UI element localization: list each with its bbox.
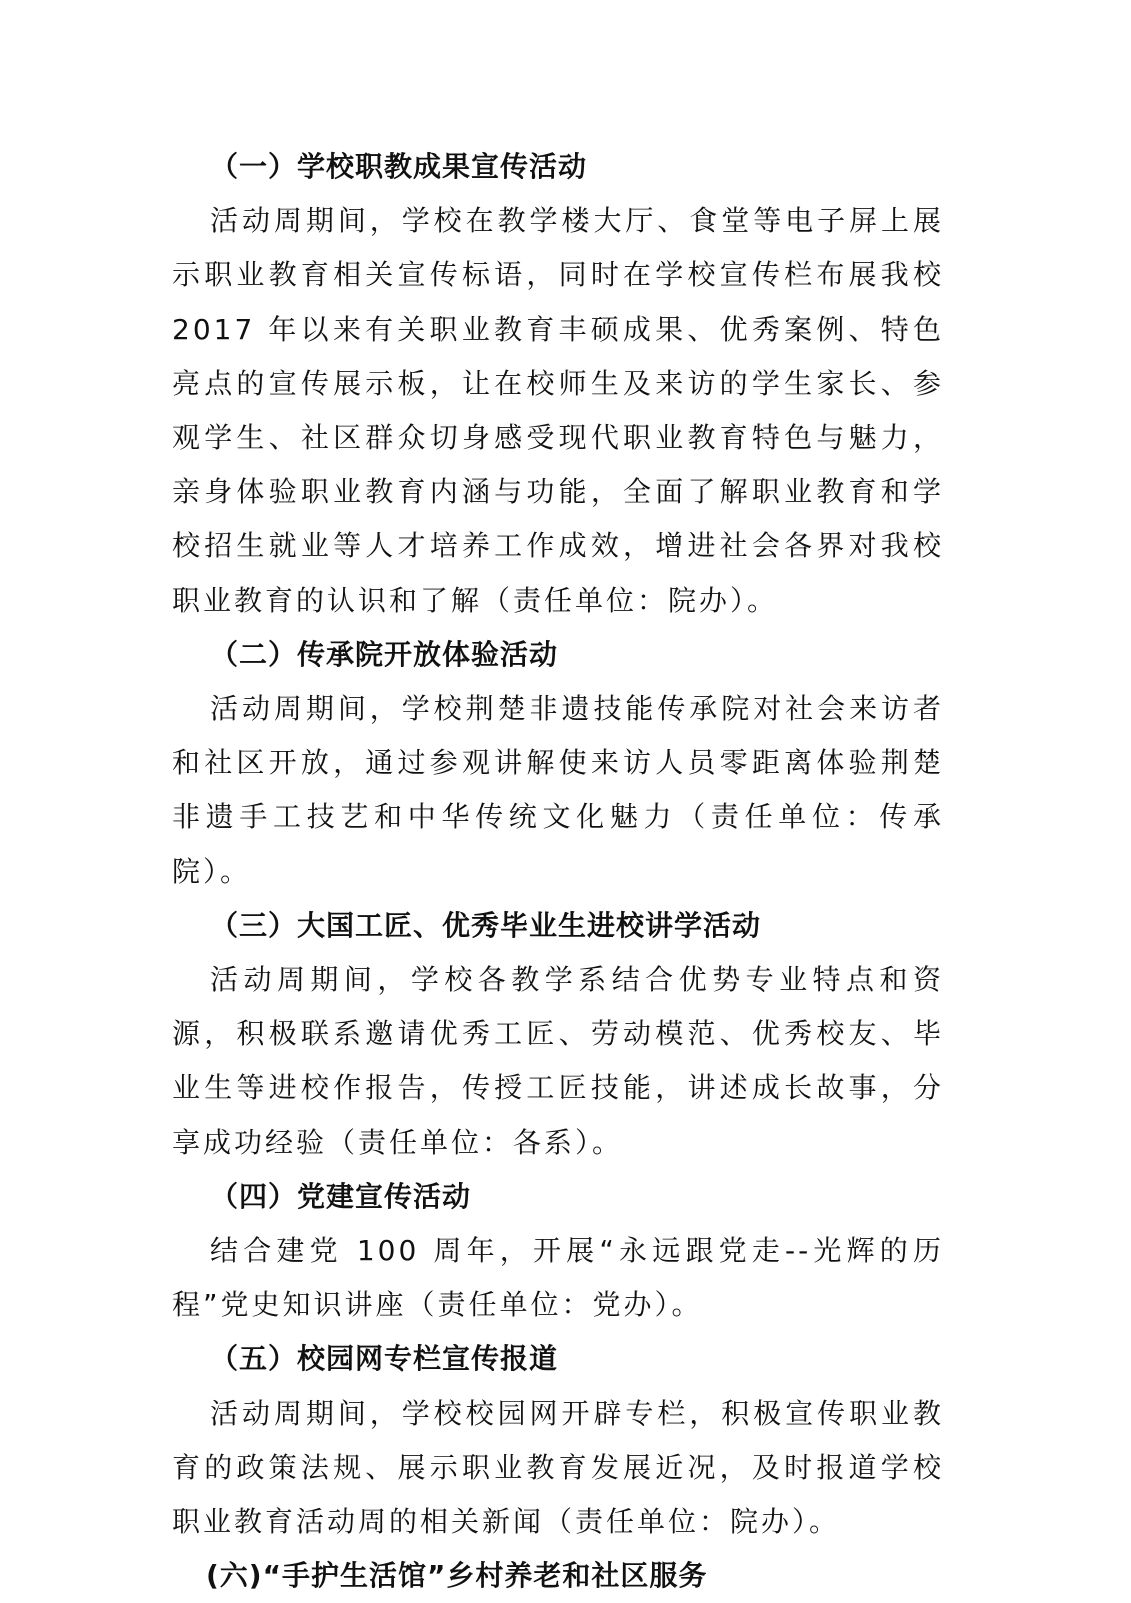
section-paragraph-4: 结合建党 100 周年，开展“永远跟党走--光辉的历程”党史知识讲座（责任单位：党办）。: [172, 1234, 944, 1322]
section-paragraph-1: 活动周期间，学校在教学楼大厅、食堂等电子屏上展示职业教育相关宣传标语，同时在学校宣传栏布展我校 2017 年以来有关职业教育丰硕成果、优秀案例、特色亮点的宣传展示板，让在校师生及来访的学生家长、参观学生、社区群众切身感受现代职业教育特色与魅力，亲身体验职业教育内涵与功能，全面了解职业教育和学校招生就业等人才培养工作成效，增进社会各界对我校职业教育的认识和了解（责任单位：院办）。: [172, 204, 944, 617]
section-heading-4: （四）党建宣传活动: [210, 1179, 472, 1213]
section-heading-3: （三）大国工匠、优秀毕业生进校讲学活动: [210, 908, 762, 942]
section-heading-2: （二）传承院开放体验活动: [210, 637, 559, 671]
section-heading-1: （一）学校职教成果宣传活动: [210, 150, 588, 183]
document-body: [172, 140, 944, 1603]
section-heading-6: (六)“手护生活馆”乡村养老和社区服务: [206, 1559, 708, 1593]
section-paragraph-3: 活动周期间，学校各教学系结合优势专业特点和资源，积极联系邀请优秀工匠、劳动模范、优秀校友、毕业生等进校作报告，传授工匠技能，讲述成长故事，分享成功经验（责任单位：各系）。: [172, 963, 944, 1159]
section-paragraph-2: 活动周期间，学校荆楚非遗技能传承院对社会来访者和社区开放，通过参观讲解使来访人员零距离体验荆楚非遗手工技艺和中华传统文化魅力（责任单位：传承院）。: [172, 692, 944, 888]
section-paragraph-5: 活动周期间，学校校园网开辟专栏，积极宣传职业教育的政策法规、展示职业教育发展近况，及时报道学校职业教育活动周的相关新闻（责任单位：院办）。: [172, 1396, 944, 1539]
section-heading-5: （五）校园网专栏宣传报道: [210, 1342, 559, 1376]
